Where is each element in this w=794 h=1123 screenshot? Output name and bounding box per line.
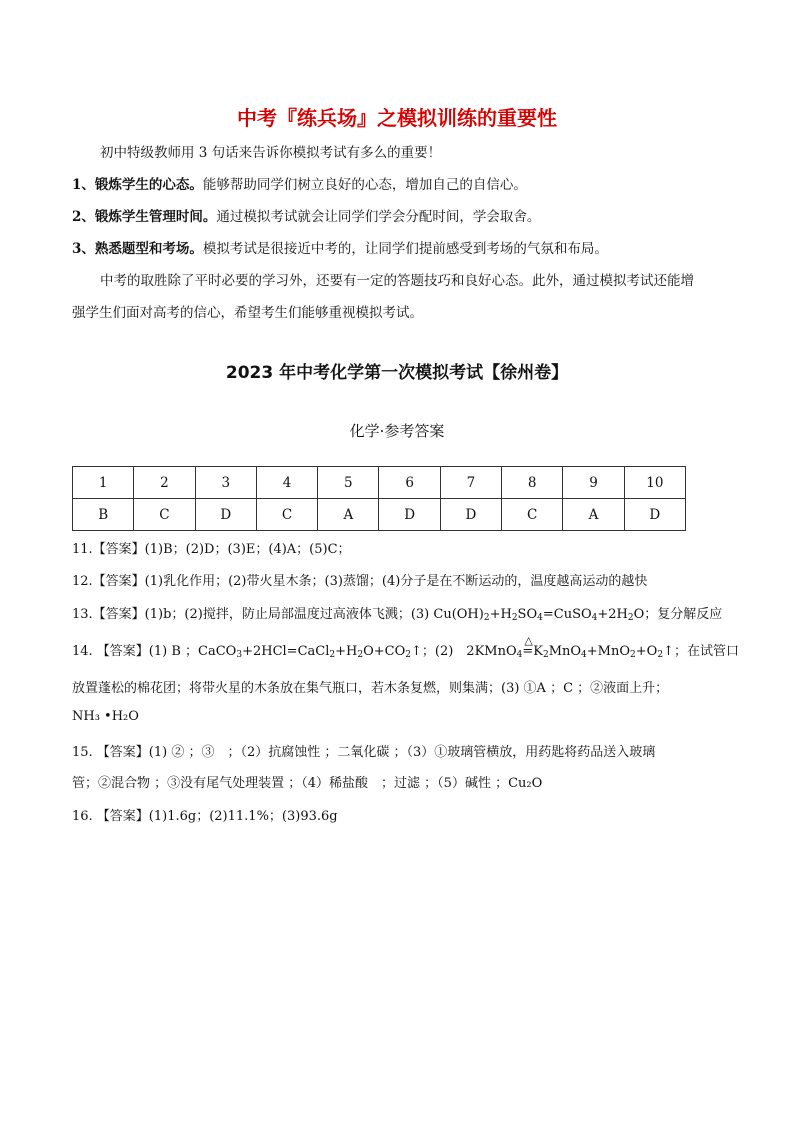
answer-table-number-row: [73, 467, 686, 499]
answer-cell: D: [624, 499, 685, 531]
answer-cell: C: [502, 499, 563, 531]
question-number-cell: 9: [563, 467, 624, 499]
answer-cell: A: [563, 499, 624, 531]
answer-14-part: +MnO: [586, 644, 631, 659]
question-number-cell: 7: [440, 467, 501, 499]
subscript: 2: [357, 650, 364, 660]
promo-title: 中考『练兵场』之模拟训练的重要性: [237, 106, 557, 130]
closing-line-2: 强学生们面对高考的信心，希望考生们能够重视模拟考试。: [72, 305, 423, 321]
answer-15-line-2: 管；②混合物 ；③没有尾气处理装置 ；（4）稀盐酸 ；过滤 ；（5）碱性 ；Cu₂O: [72, 776, 543, 791]
answer-13-part: +2H: [597, 607, 628, 622]
answer-11: 11.【答案】(1)B；(2)D；(3)E；(4)A；(5)C；: [72, 542, 351, 557]
question-number-cell: 10: [624, 467, 685, 499]
subscript: 2: [630, 650, 636, 660]
subscript: 2: [657, 650, 664, 660]
answer-14-part: +2HCl=CaCl: [242, 644, 330, 659]
question-number-cell: 4: [256, 467, 317, 499]
answer-cell: A: [318, 499, 379, 531]
answer-12: 12.【答案】(1)乳化作用；(2)带火星木条；(3)蒸馏；(4)分子是在不断运动的，温度越高运动的越快: [72, 574, 648, 589]
question-number-cell: 3: [195, 467, 256, 499]
answer-15-line-1: 15. 【答案】(1) ② ；③ ；（2）抗腐蚀性 ；二氧化碳 ；（3）①玻璃管横放，用药匙将药品送入玻璃: [72, 745, 656, 760]
answer-14-part: MnO: [548, 644, 582, 659]
point-1-text: 能够帮助同学们树立良好的心态，增加自己的自信心。: [202, 177, 527, 193]
answer-13-part: SO: [517, 607, 538, 622]
point-1: [72, 175, 722, 195]
question-number-cell: 5: [318, 467, 379, 499]
answer-14-part: O+CO: [363, 644, 406, 659]
question-number-cell: 6: [379, 467, 440, 499]
answer-cell: D: [379, 499, 440, 531]
intro-text: 初中特级教师用 3 句话来告诉你模拟考试有多么的重要！: [100, 145, 442, 161]
subscript: 4: [581, 650, 587, 660]
answer-16: 16. 【答案】(1)1.6g；(2)11.1%；(3)93.6g: [72, 809, 338, 824]
answer-14-part: ↑；在试管口: [663, 644, 739, 659]
answer-14-line-3: NH₃ •H₂O: [72, 709, 139, 724]
subscript: 2: [511, 613, 518, 623]
answer-cell: B: [73, 499, 134, 531]
point-2-lead: 2、锻炼学生管理时间。: [72, 209, 217, 225]
point-1-lead: 1、锻炼学生的心态。: [72, 177, 203, 193]
subscript: 4: [516, 650, 523, 660]
point-2-text: 通过模拟考试就会让同学们学会分配时间，学会取舍。: [216, 209, 541, 225]
answer-14-part: +H: [335, 644, 358, 659]
answer-cell: C: [256, 499, 317, 531]
subscript: 2: [329, 650, 336, 660]
heat-equals-sign: [522, 634, 543, 659]
subscript: 4: [537, 613, 543, 623]
subscript: 2: [627, 613, 634, 623]
subscript: 2: [405, 650, 411, 660]
point-2: [72, 207, 722, 227]
answer-14-part: +O: [635, 644, 658, 659]
question-number-cell: 8: [502, 467, 563, 499]
answer-cell: D: [440, 499, 501, 531]
answer-13-part: 13.【答案】(1)b；(2)搅拌，防止局部温度过高液体飞溅；(3) Cu(OH): [72, 607, 484, 622]
answer-13: [72, 603, 722, 622]
exam-subtitle: 化学·参考答案: [349, 422, 445, 440]
question-number-cell: 1: [73, 467, 134, 499]
answer-14-part: ↑；(2) 2KMnO: [410, 644, 517, 659]
subscript: 3: [236, 650, 243, 660]
closing-line-1: 中考的取胜除了平时必要的学习外，还要有一定的答题技巧和良好心态。此外，通过模拟考试还能增: [100, 273, 694, 289]
answer-13-part: +H: [489, 607, 512, 622]
answer-13-part: =CuSO: [542, 607, 592, 622]
point-3-text: 模拟考试是很接近中考的，让同学们提前感受到考场的气氛和布局。: [202, 241, 608, 257]
question-number-cell: 2: [134, 467, 195, 499]
subscript: 4: [591, 613, 598, 623]
answer-14-part: 14. 【答案】(1) B ；CaCO: [72, 644, 237, 659]
point-3-lead: 3、熟悉题型和考场。: [72, 241, 203, 257]
answer-14-part: =K: [522, 644, 543, 659]
answer-14-line-1: [72, 634, 739, 660]
answer-table-answer-row: [73, 499, 686, 531]
answer-cell: C: [134, 499, 195, 531]
answer-table: [72, 466, 686, 531]
point-3: [72, 239, 722, 259]
exam-title: 2023 年中考化学第一次模拟考试【徐州卷】: [225, 363, 569, 383]
subscript: 2: [483, 613, 490, 623]
answer-13-part: O；复分解反应: [633, 607, 723, 622]
subscript: 2: [542, 650, 549, 660]
delta-icon: △: [524, 634, 533, 647]
answer-14-line-2: 放置蓬松的棉花团；将带火星的木条放在集气瓶口，若木条复燃，则集满；(3) ①A ；C ；②液面上升；: [72, 681, 669, 696]
answer-cell: D: [195, 499, 256, 531]
